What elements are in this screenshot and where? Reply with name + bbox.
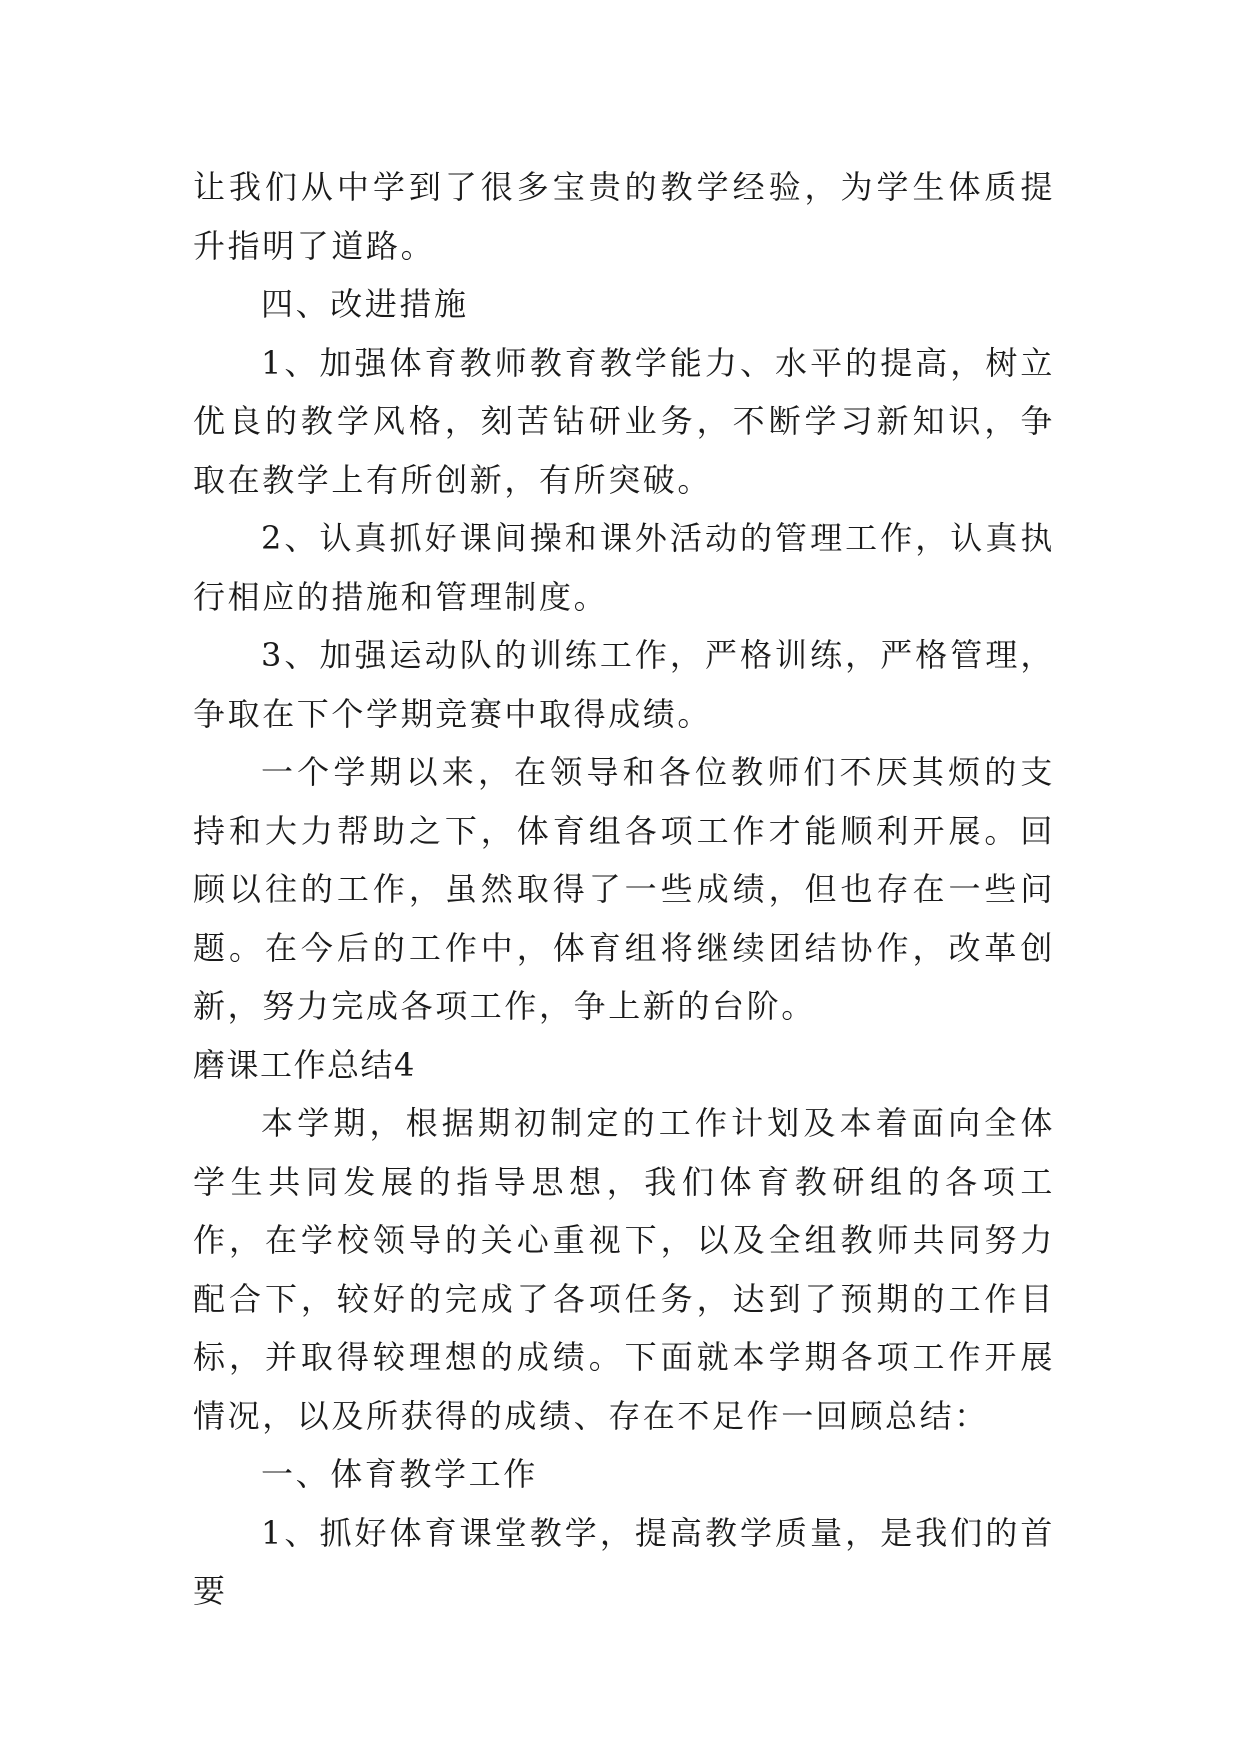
paragraph-1: 让我们从中学到了很多宝贵的教学经验，为学生体质提升指明了道路。 xyxy=(193,168,1055,265)
document-title-4: 磨课工作总结4 xyxy=(193,1045,416,1084)
paragraph-teaching-1: 1、抓好体育课堂教学，提高教学质量，是我们的首要 xyxy=(193,1513,1055,1610)
section-heading-improvement: 四、改进措施 xyxy=(261,285,469,323)
paragraph-item-1: 1、加强体育教师教育教学能力、水平的提高，树立优良的教学风格，刻苦钻研业务，不断学习新知识，争取在教学上有所创新，有所突破。 xyxy=(193,343,1055,499)
paragraph-summary: 一个学期以来，在领导和各位教师们不厌其烦的支持和大力帮助之下，体育组各项工作才能顺利开展。回顾以往的工作，虽然取得了一些成绩，但也存在一些问题。在今后的工作中，体育组将继续团结协作，改革创新，努力完成各项工作，争上新的台阶。 xyxy=(193,753,1055,1025)
paragraph-item-3: 3、加强运动队的训练工作，严格训练，严格管理，争取在下个学期竞赛中取得成绩。 xyxy=(193,636,1055,733)
section-heading-teaching: 一、体育教学工作 xyxy=(261,1455,538,1493)
paragraph-item-2: 2、认真抓好课间操和课外活动的管理工作，认真执行相应的措施和管理制度。 xyxy=(193,519,1055,616)
paragraph-intro: 本学期，根据期初制定的工作计划及本着面向全体学生共同发展的指导思想，我们体育教研组的各项工作，在学校领导的关心重视下，以及全组教师共同努力配合下，较好的完成了各项任务，达到了预期的工作目标，并取得较理想的成绩。下面就本学期各项工作开展情况，以及所获得的成绩、存在不足作一回顾总结： xyxy=(193,1104,1055,1435)
document-body xyxy=(193,158,1055,1621)
